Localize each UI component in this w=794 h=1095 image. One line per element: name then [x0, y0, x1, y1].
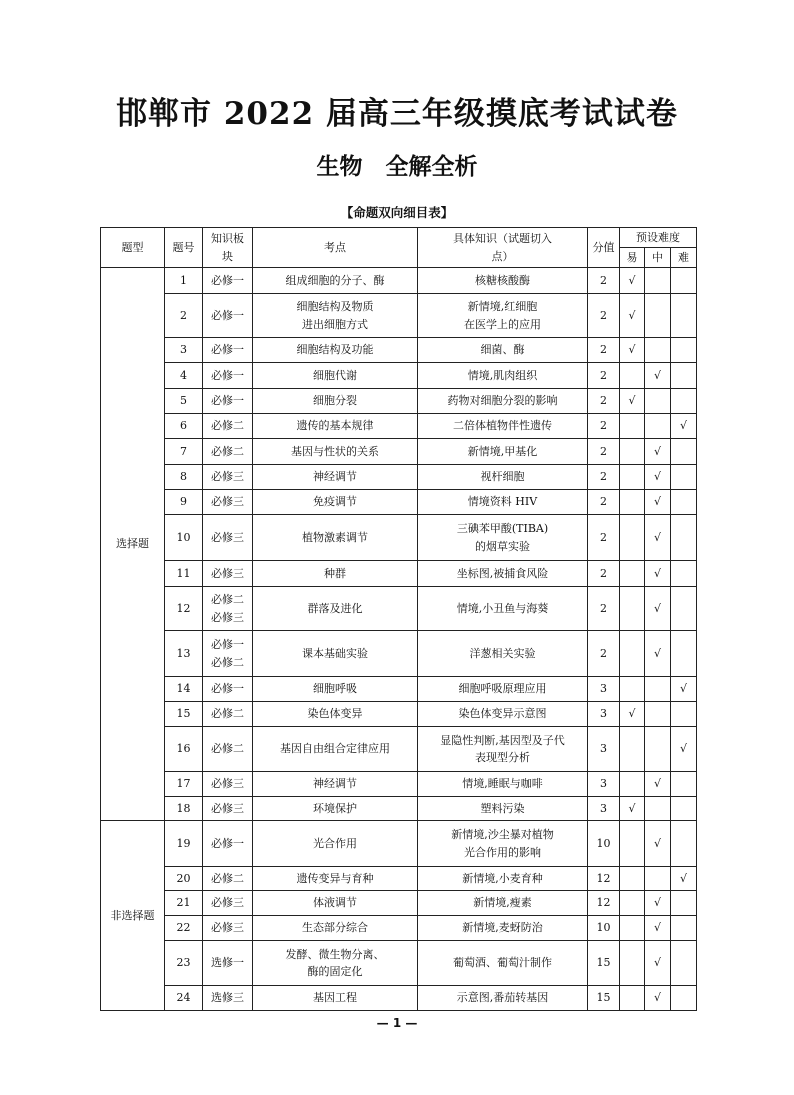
page-number: — 1 —	[376, 1016, 418, 1030]
question-type-cell: 非选择题	[101, 821, 165, 1011]
header-hard: 难	[671, 248, 697, 268]
score-cell: 2	[588, 515, 620, 561]
number-cell: 10	[165, 515, 203, 561]
detail-cell: 新情境,瘦素	[418, 891, 588, 916]
score-cell: 3	[588, 677, 620, 702]
difficulty-mid-cell	[645, 821, 671, 867]
difficulty-hard-cell	[671, 561, 697, 587]
module-cell: 必修二	[203, 439, 253, 465]
point-cell: 神经调节	[253, 465, 418, 490]
point-cell: 植物激素调节	[253, 515, 418, 561]
difficulty-easy-cell	[620, 389, 645, 414]
difficulty-mid-cell	[645, 414, 671, 439]
number-cell: 21	[165, 891, 203, 916]
header-mid: 中	[645, 248, 671, 268]
score-cell: 2	[588, 338, 620, 363]
difficulty-easy-cell	[620, 631, 645, 677]
module-cell: 必修二	[203, 414, 253, 439]
difficulty-easy-cell	[620, 702, 645, 727]
difficulty-mid-cell	[645, 891, 671, 916]
detail-cell: 显隐性判断,基因型及子代 表现型分析	[418, 727, 588, 772]
number-cell: 20	[165, 867, 203, 891]
score-cell: 2	[588, 268, 620, 294]
detail-cell: 坐标图,被捕食风险	[418, 561, 588, 587]
difficulty-easy-cell	[620, 414, 645, 439]
module-cell: 必修一	[203, 338, 253, 363]
score-cell: 3	[588, 727, 620, 772]
number-cell: 5	[165, 389, 203, 414]
number-cell: 16	[165, 727, 203, 772]
detail-cell: 细菌、酶	[418, 338, 588, 363]
check-mark-icon: √	[680, 419, 688, 433]
difficulty-mid-cell	[645, 363, 671, 389]
point-cell: 生态部分综合	[253, 916, 418, 941]
table-row	[101, 490, 697, 515]
module-cell: 必修一	[203, 677, 253, 702]
table-row	[101, 916, 697, 941]
point-cell: 基因工程	[253, 986, 418, 1011]
number-cell: 2	[165, 294, 203, 338]
check-mark-icon: √	[628, 273, 636, 287]
check-mark-icon: √	[653, 777, 661, 791]
module-cell: 必修二	[203, 702, 253, 727]
check-mark-icon: √	[653, 470, 661, 484]
difficulty-mid-cell	[645, 772, 671, 797]
difficulty-hard-cell	[671, 891, 697, 916]
table-row	[101, 867, 697, 891]
header-type: 题型	[101, 228, 165, 268]
table-row	[101, 515, 697, 561]
number-cell: 11	[165, 561, 203, 587]
score-cell: 15	[588, 941, 620, 986]
score-cell: 2	[588, 465, 620, 490]
score-cell: 3	[588, 797, 620, 821]
difficulty-mid-cell	[645, 490, 671, 515]
difficulty-mid-cell	[645, 338, 671, 363]
difficulty-mid-cell	[645, 986, 671, 1011]
module-cell: 必修二	[203, 867, 253, 891]
table-row	[101, 631, 697, 677]
number-cell: 12	[165, 587, 203, 631]
number-cell: 9	[165, 490, 203, 515]
table-row	[101, 561, 697, 587]
difficulty-hard-cell	[671, 797, 697, 821]
detail-cell: 情境,睡眠与咖啡	[418, 772, 588, 797]
point-cell: 群落及进化	[253, 587, 418, 631]
point-cell: 神经调节	[253, 772, 418, 797]
difficulty-mid-cell	[645, 268, 671, 294]
point-cell: 细胞代谢	[253, 363, 418, 389]
difficulty-mid-cell	[645, 294, 671, 338]
difficulty-mid-cell	[645, 587, 671, 631]
detail-cell: 三碘苯甲酸(TIBA) 的烟草实验	[418, 515, 588, 561]
module-cell: 必修三	[203, 515, 253, 561]
table-row	[101, 389, 697, 414]
number-cell: 1	[165, 268, 203, 294]
check-mark-icon: √	[628, 801, 636, 815]
detail-cell: 染色体变异示意图	[418, 702, 588, 727]
point-cell: 环境保护	[253, 797, 418, 821]
number-cell: 23	[165, 941, 203, 986]
check-mark-icon: √	[680, 871, 688, 885]
number-cell: 13	[165, 631, 203, 677]
table-row	[101, 986, 697, 1011]
detail-cell: 药物对细胞分裂的影响	[418, 389, 588, 414]
point-cell: 遗传变异与育种	[253, 867, 418, 891]
difficulty-easy-cell	[620, 821, 645, 867]
difficulty-mid-cell	[645, 916, 671, 941]
difficulty-easy-cell	[620, 867, 645, 891]
detail-cell: 新情境,麦蚜防治	[418, 916, 588, 941]
difficulty-hard-cell	[671, 631, 697, 677]
difficulty-hard-cell	[671, 727, 697, 772]
difficulty-hard-cell	[671, 702, 697, 727]
score-cell: 2	[588, 631, 620, 677]
difficulty-easy-cell	[620, 515, 645, 561]
difficulty-easy-cell	[620, 490, 645, 515]
difficulty-hard-cell	[671, 338, 697, 363]
detail-cell: 核糖核酸酶	[418, 268, 588, 294]
check-mark-icon: √	[628, 707, 636, 721]
difficulty-easy-cell	[620, 797, 645, 821]
score-cell: 10	[588, 916, 620, 941]
table-row	[101, 797, 697, 821]
check-mark-icon: √	[653, 444, 661, 458]
check-mark-icon: √	[653, 921, 661, 935]
difficulty-mid-cell	[645, 797, 671, 821]
score-cell: 2	[588, 587, 620, 631]
detail-cell: 葡萄酒、葡萄汁制作	[418, 941, 588, 986]
number-cell: 24	[165, 986, 203, 1011]
table-row	[101, 772, 697, 797]
check-mark-icon: √	[653, 956, 661, 970]
header-score: 分值	[588, 228, 620, 268]
score-cell: 2	[588, 363, 620, 389]
header-module: 知识板块	[203, 228, 253, 268]
score-cell: 2	[588, 294, 620, 338]
score-cell: 2	[588, 389, 620, 414]
detail-cell: 情境,小丑鱼与海葵	[418, 587, 588, 631]
check-mark-icon: √	[653, 836, 661, 850]
difficulty-mid-cell	[645, 631, 671, 677]
table-row	[101, 821, 697, 867]
difficulty-easy-cell	[620, 268, 645, 294]
point-cell: 细胞分裂	[253, 389, 418, 414]
difficulty-easy-cell	[620, 772, 645, 797]
check-mark-icon: √	[680, 682, 688, 696]
detail-cell: 新情境,小麦育种	[418, 867, 588, 891]
number-cell: 8	[165, 465, 203, 490]
table-row	[101, 941, 697, 986]
difficulty-easy-cell	[620, 677, 645, 702]
module-cell: 选修一	[203, 941, 253, 986]
module-cell: 必修一	[203, 389, 253, 414]
detail-cell: 新情境,甲基化	[418, 439, 588, 465]
difficulty-easy-cell	[620, 941, 645, 986]
point-cell: 染色体变异	[253, 702, 418, 727]
number-cell: 22	[165, 916, 203, 941]
difficulty-mid-cell	[645, 941, 671, 986]
module-cell: 必修二 必修三	[203, 587, 253, 631]
difficulty-easy-cell	[620, 294, 645, 338]
check-mark-icon: √	[653, 368, 661, 382]
difficulty-easy-cell	[620, 363, 645, 389]
score-cell: 3	[588, 772, 620, 797]
difficulty-hard-cell	[671, 414, 697, 439]
score-cell: 15	[588, 986, 620, 1011]
module-cell: 必修三	[203, 772, 253, 797]
check-mark-icon: √	[653, 991, 661, 1005]
table-row	[101, 465, 697, 490]
point-cell: 体液调节	[253, 891, 418, 916]
detail-cell: 视杆细胞	[418, 465, 588, 490]
difficulty-hard-cell	[671, 363, 697, 389]
difficulty-hard-cell	[671, 439, 697, 465]
difficulty-hard-cell	[671, 515, 697, 561]
module-cell: 必修三	[203, 465, 253, 490]
difficulty-mid-cell	[645, 867, 671, 891]
difficulty-mid-cell	[645, 727, 671, 772]
difficulty-hard-cell	[671, 916, 697, 941]
header-detail: 具体知识（试题切入点）	[418, 228, 588, 268]
point-cell: 细胞结构及物质 进出细胞方式	[253, 294, 418, 338]
check-mark-icon: √	[653, 495, 661, 509]
detail-cell: 示意图,番茄转基因	[418, 986, 588, 1011]
number-cell: 19	[165, 821, 203, 867]
difficulty-hard-cell	[671, 677, 697, 702]
score-cell: 2	[588, 490, 620, 515]
module-cell: 必修一	[203, 363, 253, 389]
difficulty-hard-cell	[671, 294, 697, 338]
detail-cell: 情境,肌肉组织	[418, 363, 588, 389]
table-row	[101, 363, 697, 389]
difficulty-easy-cell	[620, 465, 645, 490]
detail-cell: 新情境,红细胞 在医学上的应用	[418, 294, 588, 338]
difficulty-hard-cell	[671, 268, 697, 294]
difficulty-hard-cell	[671, 587, 697, 631]
difficulty-mid-cell	[645, 561, 671, 587]
specification-table	[100, 227, 697, 1011]
difficulty-hard-cell	[671, 490, 697, 515]
table-body	[101, 268, 697, 1011]
difficulty-mid-cell	[645, 439, 671, 465]
check-mark-icon: √	[680, 742, 688, 756]
point-cell: 种群	[253, 561, 418, 587]
difficulty-easy-cell	[620, 986, 645, 1011]
page-subtitle: 生物 全解全析	[316, 153, 478, 180]
header-point: 考点	[253, 228, 418, 268]
difficulty-easy-cell	[620, 916, 645, 941]
check-mark-icon: √	[653, 896, 661, 910]
difficulty-hard-cell	[671, 772, 697, 797]
module-cell: 必修三	[203, 490, 253, 515]
difficulty-easy-cell	[620, 561, 645, 587]
difficulty-easy-cell	[620, 587, 645, 631]
check-mark-icon: √	[653, 601, 661, 615]
module-cell: 必修三	[203, 891, 253, 916]
point-cell: 组成细胞的分子、酶	[253, 268, 418, 294]
difficulty-mid-cell	[645, 515, 671, 561]
header-easy: 易	[620, 248, 645, 268]
point-cell: 细胞结构及功能	[253, 338, 418, 363]
difficulty-mid-cell	[645, 677, 671, 702]
module-cell: 必修三	[203, 916, 253, 941]
difficulty-hard-cell	[671, 941, 697, 986]
difficulty-mid-cell	[645, 389, 671, 414]
difficulty-easy-cell	[620, 727, 645, 772]
detail-cell: 塑料污染	[418, 797, 588, 821]
point-cell: 光合作用	[253, 821, 418, 867]
table-row	[101, 702, 697, 727]
table-row	[101, 439, 697, 465]
table-caption: 【命题双向细目表】	[340, 205, 454, 220]
check-mark-icon: √	[628, 343, 636, 357]
module-cell: 必修一	[203, 268, 253, 294]
difficulty-mid-cell	[645, 465, 671, 490]
check-mark-icon: √	[653, 530, 661, 544]
table-row	[101, 338, 697, 363]
module-cell: 必修一 必修二	[203, 631, 253, 677]
point-cell: 课本基础实验	[253, 631, 418, 677]
question-type-cell: 选择题	[101, 268, 165, 821]
number-cell: 14	[165, 677, 203, 702]
point-cell: 细胞呼吸	[253, 677, 418, 702]
number-cell: 6	[165, 414, 203, 439]
score-cell: 12	[588, 891, 620, 916]
module-cell: 必修三	[203, 797, 253, 821]
difficulty-hard-cell	[671, 867, 697, 891]
header-difficulty: 预设难度	[620, 228, 697, 248]
check-mark-icon: √	[653, 646, 661, 660]
score-cell: 3	[588, 702, 620, 727]
number-cell: 17	[165, 772, 203, 797]
table-row	[101, 294, 697, 338]
table-row	[101, 268, 697, 294]
module-cell: 必修一	[203, 294, 253, 338]
score-cell: 12	[588, 867, 620, 891]
module-cell: 必修二	[203, 727, 253, 772]
difficulty-easy-cell	[620, 338, 645, 363]
detail-cell: 细胞呼吸原理应用	[418, 677, 588, 702]
check-mark-icon: √	[628, 308, 636, 322]
table-row	[101, 727, 697, 772]
detail-cell: 洋葱相关实验	[418, 631, 588, 677]
score-cell: 2	[588, 439, 620, 465]
score-cell: 2	[588, 414, 620, 439]
difficulty-easy-cell	[620, 891, 645, 916]
module-cell: 选修三	[203, 986, 253, 1011]
table-row	[101, 677, 697, 702]
point-cell: 遗传的基本规律	[253, 414, 418, 439]
check-mark-icon: √	[628, 394, 636, 408]
table-row	[101, 414, 697, 439]
point-cell: 基因自由组合定律应用	[253, 727, 418, 772]
check-mark-icon: √	[653, 566, 661, 580]
detail-cell: 二倍体植物伴性遗传	[418, 414, 588, 439]
point-cell: 免疫调节	[253, 490, 418, 515]
score-cell: 10	[588, 821, 620, 867]
module-cell: 必修三	[203, 561, 253, 587]
number-cell: 4	[165, 363, 203, 389]
point-cell: 基因与性状的关系	[253, 439, 418, 465]
detail-cell: 新情境,沙尘暴对植物 光合作用的影响	[418, 821, 588, 867]
difficulty-hard-cell	[671, 389, 697, 414]
difficulty-mid-cell	[645, 702, 671, 727]
header-number: 题号	[165, 228, 203, 268]
score-cell: 2	[588, 561, 620, 587]
number-cell: 7	[165, 439, 203, 465]
module-cell: 必修一	[203, 821, 253, 867]
point-cell: 发酵、微生物分离、 酶的固定化	[253, 941, 418, 986]
table-row	[101, 891, 697, 916]
difficulty-hard-cell	[671, 986, 697, 1011]
number-cell: 15	[165, 702, 203, 727]
detail-cell: 情境资料 HIV	[418, 490, 588, 515]
difficulty-hard-cell	[671, 465, 697, 490]
number-cell: 3	[165, 338, 203, 363]
difficulty-hard-cell	[671, 821, 697, 867]
page-title: 邯郸市 2022 届高三年级摸底考试试卷	[116, 96, 678, 132]
difficulty-easy-cell	[620, 439, 645, 465]
table-row	[101, 587, 697, 631]
number-cell: 18	[165, 797, 203, 821]
